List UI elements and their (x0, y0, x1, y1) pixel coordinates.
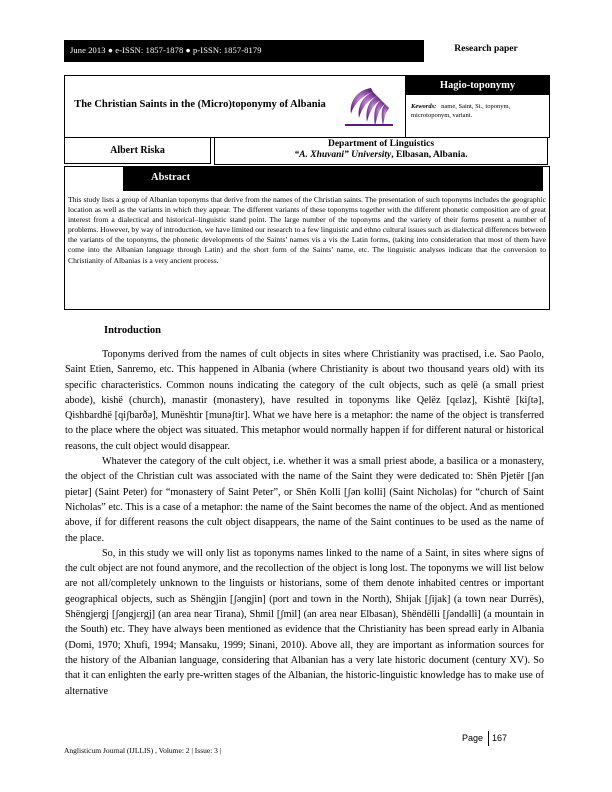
university: “A. Xhuvani” University (294, 150, 392, 160)
paragraph: Whatever the category of the cult object, i.e. whether it was a small priest abode, a basilica or a monastery, the object of the Christian cult was associated with the name of the Saint they were dedicated to: Shën Pjetër [ʃən pietər] (Saint Peter) for “monastery of Saint Peter”, or Shën Kolli [ʃən kolli] (Saint Nicholas) for “church of Saint Nicholas” etc. This is a case of a metaphor: the name of the Saint becomes the name of the object. And as mentioned above, if for different reasons the cult object disappears, the name of the Saint continues to be used as the name of the place. (65, 456, 544, 544)
article-title: The Christian Saints in the (Micro)toponymy of Albania (74, 99, 326, 110)
paragraph: Toponyms derived from the names of cult objects in sites where Christianity was practised, i.e. Sao Paolo, Saint Etien, Sanremo, etc. This happened in Albania (where Christianity is about two thousand years old) with its specific characteristics. Common nouns indicating the category of the cult objects, such as qelë (a small priest abode), kishë (church), manastir (monastery), have resulted in toponyms like Qelëz [qɛləz], Kishtë [kiʃtə], Qishbardhë [qiʃbarðə], Munështir [munəʃtir]. What we have here is a metaphor: the name of the object is transferred to the place where the object was situated. This metaphor would normally happen if for different natural or historical reasons, the cult object would disappear. (65, 349, 544, 452)
location: , Elbasan, Albania. (391, 150, 468, 160)
title-box (64, 75, 550, 138)
journal-footer: Anglisticum Journal (IJLLIS) , Volume: 2 | Issue: 3 | (64, 746, 222, 755)
department: Department of Linguistics (327, 139, 435, 149)
paragraph: So, in this study we will only list as toponyms names linked to the name of a Saint, in sites where signs of the cult object are not found anymore, and the recollection of the object is long lost. The toponyms we will list below are not all/completely unknown to the linguists or historians, some of them denote inhabited centres or important geographical objects, such as Shëngjin [ʃəngjin] (port and town in the North), Shijak [ʃijak] (a town near Durrës), Shëngjergj [ʃəngjɛrgj] (an area near Tirana), Shmil [ʃmil] (an area near Elbasan), Shëndëlli [ʃəndəlli] (a mountain in the South) etc. They have always been mentioned as evidence that the Christianity has been spread early in Albania (Domi, 1970; Xhufi, 1994; Mansaku, 1999; Sinani, 2010). Above all, they are important as information sources for the history of the Albanian language, considering that Albanian has a very late historic document (century XV). So that it can enlighten the early pre-written stages of the Albanian, the historic-linguistic knowledge has to make use of alternative (65, 547, 544, 697)
abstract-label: Abstract (123, 167, 543, 191)
paper-type: Research paper (424, 40, 548, 62)
abstract-text: This study lists a group of Albanian toponyms that derive from the names of the Christian saints. The presentation of such toponyms includes the geographic location as well as the variants in which they appear. The different variants of these toponyms together with the different phonetic composition are of great interest from a dialectical and historical–linguistic stand point. The large number of the toponyms and the variety of their forms present a number of problems. However, by way of introduction, we have limited our research to a few linguistic and ethno cultural issues such as dialectical differences between the variants of the toponyms, the phonetic developments of the Saints’ names vis a vis the Latin forms, (taking into consideration that most of them have come into the Albanian language through Latin) and the short form of the Saints’ name, etc. The linguistic analyses indicate that the conversion to Christianity of Albanias is a very ancient process. (68, 195, 546, 265)
keywords-text: name, Saint, St., toponym, microtoponym, variant. (411, 103, 511, 119)
page-label: Page (462, 733, 484, 743)
issn-line: June 2013 ● e-ISSN: 1857-1878 ● p-ISSN: 1857-8179 (70, 45, 262, 55)
section-label: Hagio-toponymy (406, 76, 549, 95)
keywords-label: Kewords: (411, 103, 437, 110)
journal-logo-icon (337, 84, 401, 130)
page-number (462, 733, 508, 743)
author-row (64, 137, 548, 164)
abstract-box (64, 166, 550, 310)
keywords (411, 102, 545, 120)
section-heading: Introduction (104, 325, 161, 336)
affiliation (214, 137, 548, 165)
page-divider (488, 731, 489, 746)
author-name: Albert Riska (64, 137, 211, 164)
header-bar (64, 40, 548, 62)
page-value: 167 (492, 733, 508, 743)
body-text (65, 347, 544, 699)
